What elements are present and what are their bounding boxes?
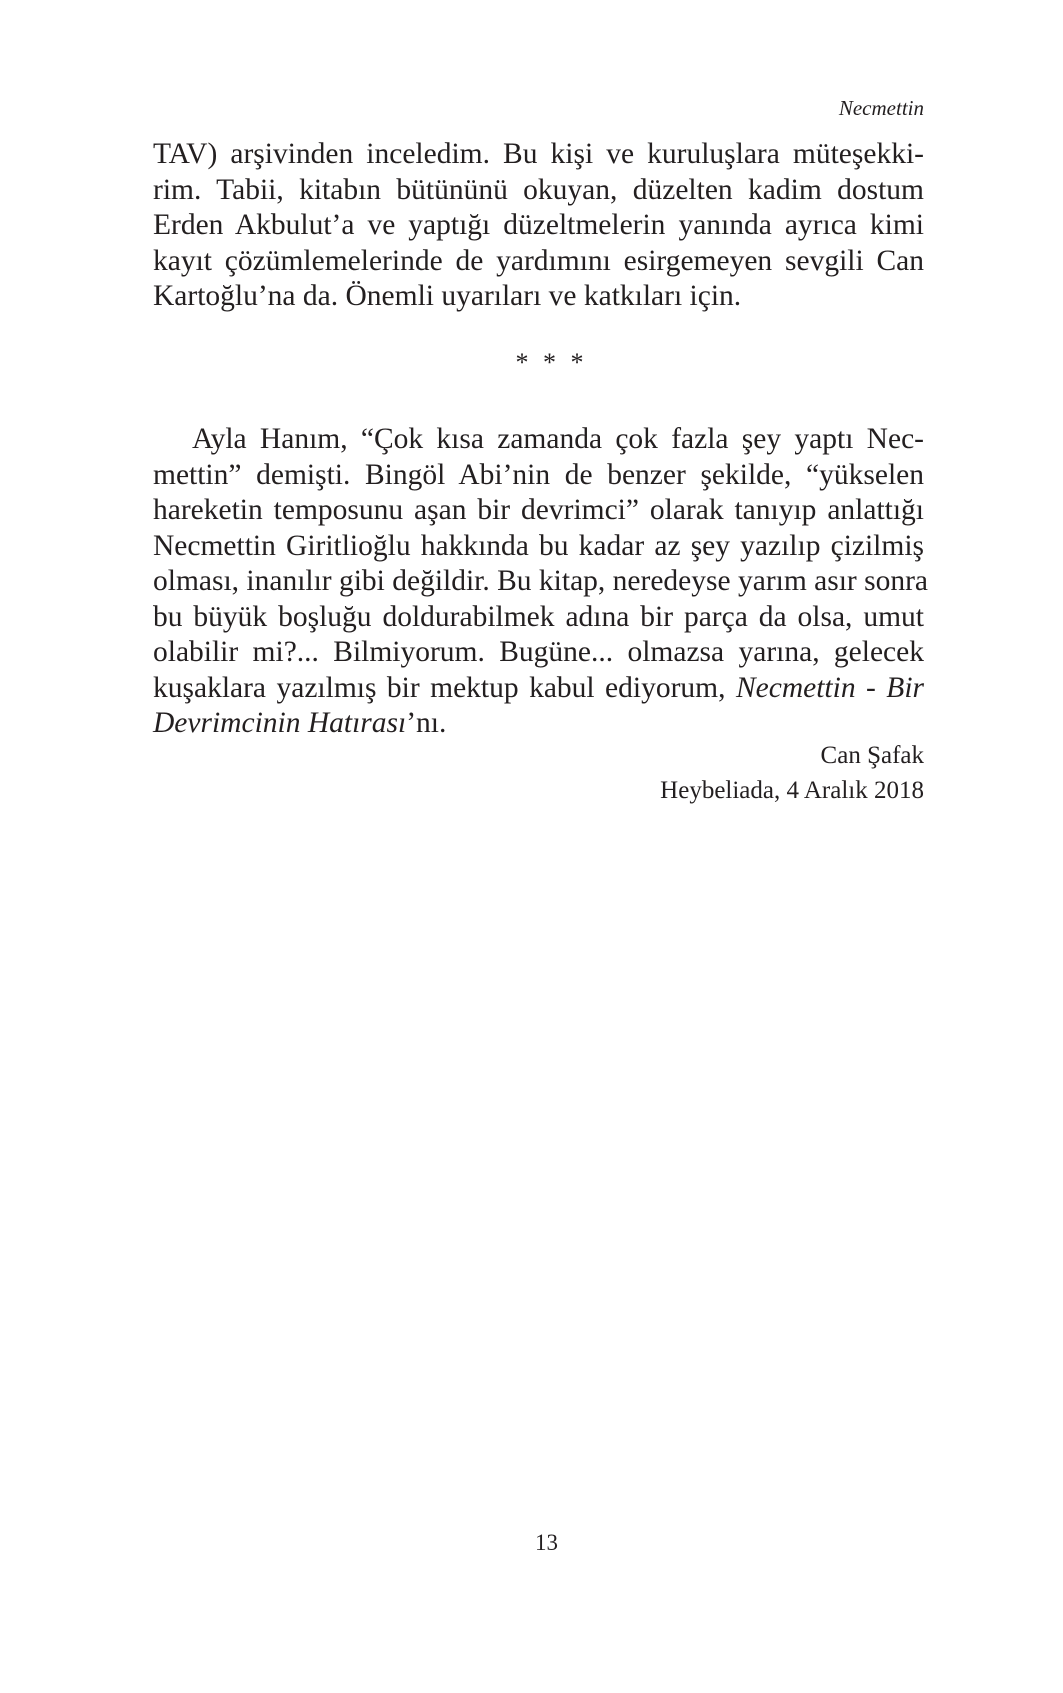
text-line: mettin” demişti. Bingöl Abi’nin de benzer şekilde, “yükselen xyxy=(153,458,924,491)
text-line: Erden Akbulut’a ve yaptığı düzeltmelerin yanında ayrıca kimi xyxy=(153,209,924,241)
paragraph-closing xyxy=(153,422,929,742)
paragraph-acknowledgements xyxy=(153,137,924,315)
text-line xyxy=(153,706,924,742)
book-title-part-2: Devrimcinin Hatırası xyxy=(153,707,407,739)
text-line: olması, inanılır gibi değildir. Bu kitap, neredeyse yarım asır sonra xyxy=(153,565,929,597)
text-line xyxy=(153,671,924,707)
text-line: kayıt çözümlemelerinde de yardımını esirgemeyen sevgili Can xyxy=(153,244,924,277)
running-head: Necmettin xyxy=(838,96,924,120)
place-and-date: Heybeliada, 4 Aralık 2018 xyxy=(660,777,924,804)
text-line: olabilir mi?... Bilmiyorum. Bugüne... olmazsa yarına, gelecek xyxy=(153,636,924,668)
text-line: Kartoğlu’na da. Önemli uyarıları ve katkıları için. xyxy=(153,280,742,312)
text-line: Ayla Hanım, “Çok kısa zamanda çok fazla şey yaptı Nec- xyxy=(192,423,924,455)
text-line: bu büyük boşluğu doldurabilmek adına bir parça da olsa, umut xyxy=(153,600,924,633)
book-title-part-1: Necmettin - Bir xyxy=(735,671,925,704)
text-line: rim. Tabii, kitabın bütününü okuyan, düzelten kadim dostum xyxy=(153,173,924,206)
text-line: hareketin temposunu aşan bir devrimci” olarak tanıyıp anlattığı xyxy=(153,494,924,526)
page-number: 13 xyxy=(535,1530,558,1555)
author-name: Can Şafak xyxy=(820,742,924,769)
text-segment: ’nı. xyxy=(406,707,447,739)
text-line: Necmettin Giritlioğlu hakkında bu kadar az şey yazılıp çizilmiş xyxy=(153,529,924,562)
section-separator: * * * xyxy=(515,348,588,377)
text-segment: kuşaklara yazılmış bir mektup kabul ediyorum, xyxy=(153,671,726,704)
signature-block xyxy=(660,738,924,808)
text-line: TAV) arşivinden inceledim. Bu kişi ve kuruluşlara müteşekki- xyxy=(153,138,924,170)
